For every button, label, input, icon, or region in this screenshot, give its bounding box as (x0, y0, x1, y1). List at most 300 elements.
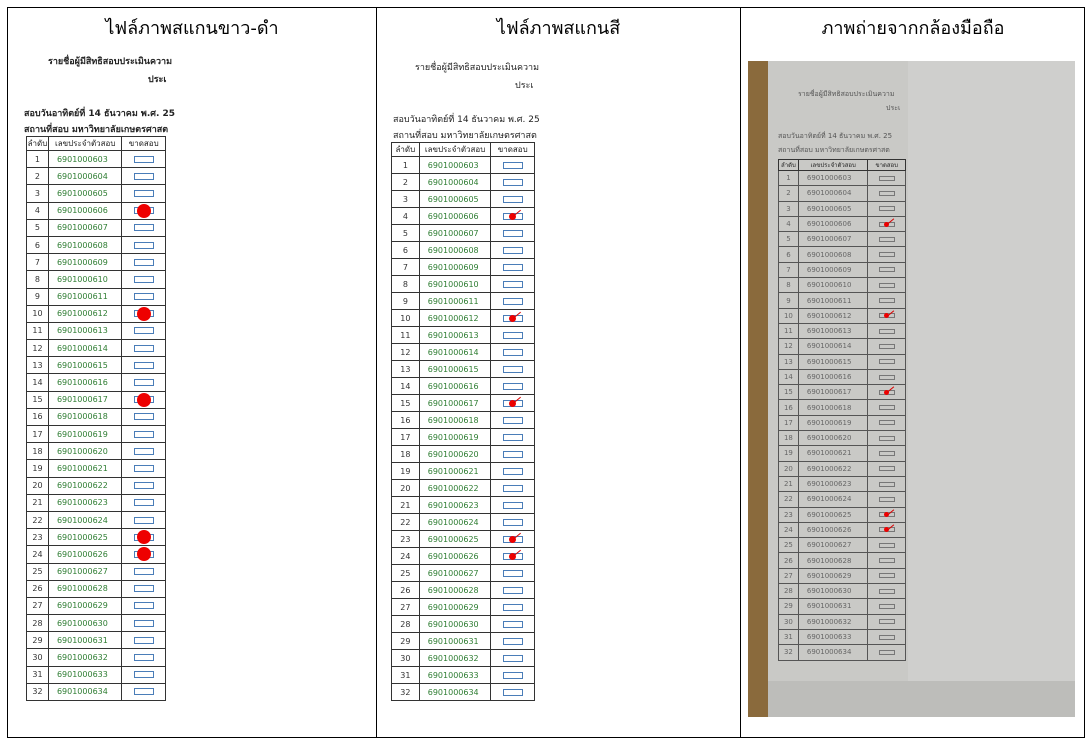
absent-checkbox[interactable] (134, 671, 154, 678)
column-title-phone-photo: ภาพถ่ายจากกล้องมือถือ (821, 17, 1005, 39)
row-number: 23 (392, 531, 420, 548)
candidate-id: 6901000621 (48, 460, 122, 477)
absent-cell (122, 597, 166, 614)
absent-checkbox[interactable] (134, 431, 154, 438)
candidate-id: 6901000625 (419, 531, 491, 548)
absent-cell (868, 507, 906, 522)
absent-cell (491, 497, 535, 514)
col-id-header: เลขประจำตัวสอบ (48, 137, 122, 151)
absent-cell (491, 684, 535, 701)
absent-cell (868, 415, 906, 430)
table-row (392, 225, 535, 242)
absent-checkbox[interactable] (503, 230, 523, 237)
table-row (27, 322, 166, 339)
col-id-header: เลขประจำตัวสอบ (798, 160, 868, 171)
candidate-id: 6901000625 (798, 507, 868, 522)
table-row (779, 584, 906, 599)
absent-cell (868, 201, 906, 216)
table-row (779, 538, 906, 553)
row-number: 13 (779, 354, 799, 369)
absent-checkbox[interactable] (134, 379, 154, 386)
row-number: 7 (392, 259, 420, 276)
candidate-id: 6901000615 (798, 354, 868, 369)
absent-mark (137, 530, 151, 544)
absent-checkbox[interactable] (879, 650, 895, 655)
absent-cell (122, 288, 166, 305)
absent-checkbox[interactable] (503, 570, 523, 577)
absent-checkbox[interactable] (134, 413, 154, 420)
absent-cell (491, 344, 535, 361)
table-row (392, 395, 535, 412)
absent-checkbox[interactable] (879, 176, 895, 181)
row-number: 10 (779, 308, 799, 323)
row-number: 14 (27, 374, 49, 391)
row-number: 26 (27, 580, 49, 597)
table-row (392, 599, 535, 616)
table-row (392, 531, 535, 548)
exam-venue: สถานที่สอบ มหาวิทยาลัยเกษตรศาสต (393, 131, 537, 141)
absent-cell (868, 584, 906, 599)
absent-cell (122, 666, 166, 683)
absent-checkbox[interactable] (879, 543, 895, 548)
absent-checkbox[interactable] (503, 468, 523, 475)
candidate-id: 6901000605 (419, 191, 491, 208)
absent-cell (868, 171, 906, 186)
absent-cell (868, 431, 906, 446)
absent-checkbox[interactable] (503, 621, 523, 628)
candidate-id: 6901000617 (798, 385, 868, 400)
candidate-id: 6901000610 (419, 276, 491, 293)
candidate-id: 6901000608 (419, 242, 491, 259)
candidate-id: 6901000604 (419, 174, 491, 191)
absent-checkbox[interactable] (879, 344, 895, 349)
absent-checkbox[interactable] (503, 604, 523, 611)
table-row (392, 327, 535, 344)
absent-checkbox[interactable] (503, 264, 523, 271)
absent-checkbox[interactable] (503, 689, 523, 696)
absent-cell (868, 385, 906, 400)
table-row (779, 293, 906, 308)
absent-checkbox[interactable] (879, 573, 895, 578)
table-row (27, 563, 166, 580)
absent-checkbox[interactable] (503, 366, 523, 373)
absent-checkbox[interactable] (879, 329, 895, 334)
absent-cell (868, 323, 906, 338)
absent-checkbox[interactable] (134, 654, 154, 661)
candidate-id: 6901000622 (798, 461, 868, 476)
absent-checkbox[interactable] (134, 224, 154, 231)
table-row (392, 548, 535, 565)
row-number: 16 (27, 408, 49, 425)
absent-cell (491, 514, 535, 531)
absent-checkbox[interactable] (879, 206, 895, 211)
table-row (27, 683, 166, 700)
table-row (392, 684, 535, 701)
row-number: 25 (27, 563, 49, 580)
absent-cell (491, 276, 535, 293)
row-number: 7 (27, 254, 49, 271)
row-number: 10 (392, 310, 420, 327)
row-number: 28 (779, 584, 799, 599)
row-number: 11 (392, 327, 420, 344)
column-title-color-scan: ไฟล์ภาพสแกนสี (496, 17, 621, 39)
candidate-id: 6901000615 (419, 361, 491, 378)
row-number: 26 (779, 553, 799, 568)
absent-cell (491, 157, 535, 174)
table-row (27, 374, 166, 391)
candidate-id: 6901000626 (419, 548, 491, 565)
candidate-id: 6901000631 (798, 599, 868, 614)
candidate-id: 6901000603 (419, 157, 491, 174)
exam-venue: สถานที่สอบ มหาวิทยาลัยเกษตรศาสต (24, 125, 169, 135)
absent-checkbox[interactable] (134, 688, 154, 695)
absent-checkbox[interactable] (503, 502, 523, 509)
absent-checkbox[interactable] (134, 620, 154, 627)
candidate-id: 6901000606 (798, 216, 868, 231)
absent-checkbox[interactable] (503, 587, 523, 594)
candidate-id: 6901000607 (798, 232, 868, 247)
absent-checkbox[interactable] (134, 362, 154, 369)
row-number: 31 (392, 667, 420, 684)
row-number: 19 (392, 463, 420, 480)
row-number: 8 (779, 278, 799, 293)
candidate-id: 6901000628 (48, 580, 122, 597)
row-number: 23 (27, 529, 49, 546)
column-title-bw-scan: ไฟล์ภาพสแกนขาว-ดำ (105, 17, 279, 39)
absent-checkbox[interactable] (879, 283, 895, 288)
absent-checkbox[interactable] (503, 349, 523, 356)
absent-checkbox[interactable] (134, 602, 154, 609)
phone-photo-image (748, 61, 1075, 717)
absent-cell (491, 531, 535, 548)
absent-checkbox[interactable] (879, 405, 895, 410)
absent-checkbox[interactable] (503, 434, 523, 441)
absent-cell (491, 650, 535, 667)
row-number: 1 (779, 171, 799, 186)
row-number: 30 (779, 614, 799, 629)
row-number: 29 (27, 632, 49, 649)
absent-cell (122, 374, 166, 391)
row-number: 20 (27, 477, 49, 494)
row-number: 26 (392, 582, 420, 599)
absent-cell (122, 563, 166, 580)
candidate-id: 6901000608 (798, 247, 868, 262)
absent-cell (122, 477, 166, 494)
absent-cell (868, 247, 906, 262)
candidate-id: 6901000619 (419, 429, 491, 446)
absent-cell (122, 546, 166, 563)
sheet-heading-2: ประเ (515, 81, 534, 91)
absent-cell (491, 378, 535, 395)
candidate-id: 6901000607 (48, 219, 122, 236)
absent-cell (868, 553, 906, 568)
absent-checkbox[interactable] (503, 485, 523, 492)
absent-checkbox[interactable] (503, 638, 523, 645)
table-row (779, 614, 906, 629)
row-number: 2 (27, 168, 49, 185)
table-row (27, 391, 166, 408)
table-row (27, 632, 166, 649)
table-row (27, 202, 166, 219)
row-number: 24 (27, 546, 49, 563)
row-number: 17 (392, 429, 420, 446)
table-row (779, 247, 906, 262)
absent-cell (491, 225, 535, 242)
row-number: 24 (392, 548, 420, 565)
candidate-id: 6901000634 (798, 645, 868, 660)
row-number: 13 (27, 357, 49, 374)
roster-table (26, 136, 166, 701)
row-number: 25 (779, 538, 799, 553)
candidate-id: 6901000609 (419, 259, 491, 276)
absent-cell (491, 259, 535, 276)
absent-checkbox[interactable] (134, 327, 154, 334)
absent-checkbox[interactable] (503, 519, 523, 526)
absent-checkbox[interactable] (134, 585, 154, 592)
absent-checkbox[interactable] (879, 375, 895, 380)
candidate-id: 6901000614 (798, 339, 868, 354)
candidate-id: 6901000612 (48, 305, 122, 322)
absent-cell (868, 293, 906, 308)
candidate-id: 6901000617 (419, 395, 491, 412)
candidate-id: 6901000624 (798, 492, 868, 507)
sheet-heading-2: ประเ (148, 75, 167, 85)
table-row (27, 580, 166, 597)
candidate-id: 6901000622 (48, 477, 122, 494)
table-row (27, 615, 166, 632)
absent-checkbox[interactable] (134, 173, 154, 180)
absent-checkbox[interactable] (879, 466, 895, 471)
row-number: 14 (392, 378, 420, 395)
absent-checkbox[interactable] (879, 558, 895, 563)
row-number: 27 (27, 597, 49, 614)
absent-cell (122, 632, 166, 649)
row-number: 17 (27, 426, 49, 443)
candidate-id: 6901000620 (419, 446, 491, 463)
absent-checkbox[interactable] (134, 517, 154, 524)
col-no-header: ลำดับ (27, 137, 49, 151)
absent-cell (491, 327, 535, 344)
candidate-id: 6901000618 (798, 400, 868, 415)
candidate-id: 6901000633 (48, 666, 122, 683)
sheet-heading-2: ประเ (886, 104, 901, 112)
table-row (392, 667, 535, 684)
absent-checkbox[interactable] (879, 359, 895, 364)
candidate-id: 6901000611 (48, 288, 122, 305)
absent-cell (868, 216, 906, 231)
absent-checkbox[interactable] (134, 259, 154, 266)
attendance-sheet (389, 50, 729, 710)
absent-cell (868, 278, 906, 293)
absent-checkbox[interactable] (879, 497, 895, 502)
absent-checkbox[interactable] (503, 179, 523, 186)
absent-cell (122, 615, 166, 632)
table-row (392, 497, 535, 514)
absent-checkbox[interactable] (503, 298, 523, 305)
candidate-id: 6901000608 (48, 236, 122, 253)
absent-checkbox[interactable] (134, 568, 154, 575)
absent-cell (868, 568, 906, 583)
table-row (392, 446, 535, 463)
absent-checkbox[interactable] (503, 162, 523, 169)
absent-checkbox[interactable] (134, 156, 154, 163)
absent-checkbox[interactable] (879, 252, 895, 257)
candidate-id: 6901000606 (419, 208, 491, 225)
table-row (27, 494, 166, 511)
candidate-id: 6901000630 (798, 584, 868, 599)
table-row (27, 460, 166, 477)
candidate-id: 6901000626 (48, 546, 122, 563)
table-row (779, 308, 906, 323)
absent-cell (491, 174, 535, 191)
row-number: 2 (779, 186, 799, 201)
candidate-id: 6901000604 (48, 168, 122, 185)
row-number: 15 (392, 395, 420, 412)
table-row (27, 185, 166, 202)
table-row (27, 288, 166, 305)
absent-checkbox[interactable] (503, 451, 523, 458)
absent-cell (868, 308, 906, 323)
row-number: 32 (392, 684, 420, 701)
sheet-heading: รายชื่อผู้มีสิทธิสอบประเมินความ (48, 57, 173, 67)
absent-cell (491, 412, 535, 429)
row-number: 4 (27, 202, 49, 219)
absent-cell (868, 369, 906, 384)
absent-cell (122, 443, 166, 460)
table-row (779, 446, 906, 461)
absent-checkbox[interactable] (879, 451, 895, 456)
absent-checkbox[interactable] (503, 247, 523, 254)
table-row (392, 582, 535, 599)
absent-cell (122, 305, 166, 322)
absent-checkbox[interactable] (134, 345, 154, 352)
table-row (779, 553, 906, 568)
exam-date: สอบวันอาทิตย์ที่ 14 ธันวาคม พ.ศ. 25 (778, 132, 893, 140)
absent-checkbox[interactable] (879, 436, 895, 441)
absent-checkbox[interactable] (134, 293, 154, 300)
absent-checkbox[interactable] (503, 417, 523, 424)
candidate-id: 6901000618 (48, 408, 122, 425)
candidate-id: 6901000618 (419, 412, 491, 429)
candidate-id: 6901000609 (798, 262, 868, 277)
table-row (779, 599, 906, 614)
absent-checkbox[interactable] (134, 637, 154, 644)
table-row (779, 629, 906, 644)
absent-checkbox[interactable] (134, 190, 154, 197)
absent-checkbox[interactable] (879, 267, 895, 272)
absent-cell (122, 322, 166, 339)
candidate-id: 6901000607 (419, 225, 491, 242)
absent-checkbox[interactable] (879, 619, 895, 624)
table-row (27, 340, 166, 357)
absent-cell (491, 429, 535, 446)
candidate-id: 6901000609 (48, 254, 122, 271)
candidate-id: 6901000603 (48, 151, 122, 168)
absent-checkbox[interactable] (503, 383, 523, 390)
table-row (27, 546, 166, 563)
table-row (27, 443, 166, 460)
table-row (27, 254, 166, 271)
absent-mark (137, 393, 151, 407)
row-number: 13 (392, 361, 420, 378)
absent-cell (868, 614, 906, 629)
table-row (392, 633, 535, 650)
absent-cell (491, 293, 535, 310)
absent-cell (868, 232, 906, 247)
absent-cell (122, 494, 166, 511)
absent-checkbox[interactable] (503, 332, 523, 339)
absent-cell (491, 310, 535, 327)
row-number: 18 (27, 443, 49, 460)
absent-checkbox[interactable] (134, 242, 154, 249)
absent-cell (868, 599, 906, 614)
candidate-id: 6901000629 (48, 597, 122, 614)
candidate-id: 6901000623 (798, 476, 868, 491)
row-number: 9 (27, 288, 49, 305)
absent-cell (122, 408, 166, 425)
absent-checkbox[interactable] (503, 655, 523, 662)
row-number: 12 (27, 340, 49, 357)
absent-checkbox[interactable] (134, 465, 154, 472)
candidate-id: 6901000619 (798, 415, 868, 430)
absent-checkbox[interactable] (503, 672, 523, 679)
table-row (779, 461, 906, 476)
row-number: 6 (779, 247, 799, 262)
table-row (779, 323, 906, 338)
row-number: 28 (27, 615, 49, 632)
absent-cell (491, 582, 535, 599)
table-row (392, 242, 535, 259)
absent-cell (491, 480, 535, 497)
absent-checkbox[interactable] (879, 604, 895, 609)
table-row (392, 514, 535, 531)
row-number: 5 (27, 219, 49, 236)
row-number: 8 (392, 276, 420, 293)
absent-cell (868, 354, 906, 369)
candidate-id: 6901000632 (798, 614, 868, 629)
candidate-id: 6901000611 (798, 293, 868, 308)
absent-checkbox[interactable] (134, 499, 154, 506)
table-row (779, 400, 906, 415)
absent-checkbox[interactable] (879, 237, 895, 242)
table-row (779, 339, 906, 354)
absent-checkbox[interactable] (879, 191, 895, 196)
col-no-header: ลำดับ (392, 143, 420, 157)
row-number: 10 (27, 305, 49, 322)
absent-cell (122, 340, 166, 357)
row-number: 30 (27, 649, 49, 666)
absent-checkbox[interactable] (879, 482, 895, 487)
table-row (392, 616, 535, 633)
absent-cell (868, 400, 906, 415)
absent-checkbox[interactable] (134, 482, 154, 489)
absent-cell (491, 667, 535, 684)
absent-checkbox[interactable] (134, 448, 154, 455)
absent-checkbox[interactable] (134, 276, 154, 283)
absent-cell (868, 645, 906, 660)
absent-checkbox[interactable] (503, 196, 523, 203)
absent-checkbox[interactable] (879, 589, 895, 594)
candidate-id: 6901000627 (48, 563, 122, 580)
row-number: 16 (392, 412, 420, 429)
absent-checkbox[interactable] (879, 635, 895, 640)
absent-cell (122, 219, 166, 236)
candidate-id: 6901000628 (798, 553, 868, 568)
absent-checkbox[interactable] (879, 420, 895, 425)
absent-checkbox[interactable] (879, 298, 895, 303)
absent-checkbox[interactable] (503, 281, 523, 288)
table-row (779, 354, 906, 369)
